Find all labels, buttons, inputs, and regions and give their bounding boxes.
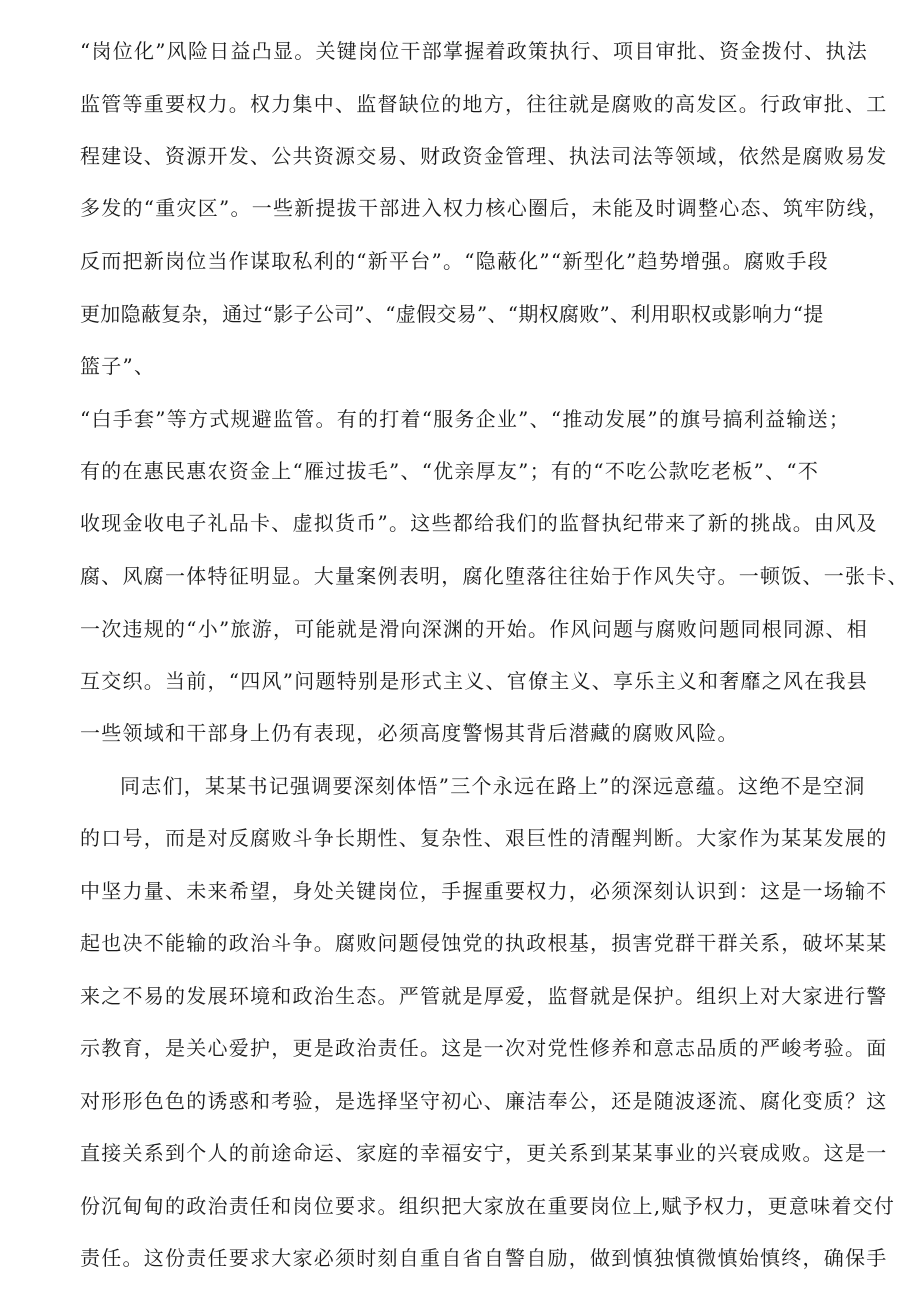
text-line: 份沉甸甸的政治责任和岗位要求。组织把大家放在重要岗位上,赋予权力，更意味着交付 bbox=[80, 1194, 896, 1218]
text-line: 互交织。当前，“四风”问题特别是形式主义、官僚主义、享乐主义和奢靡之风在我县 bbox=[80, 669, 868, 693]
text-line: 对形形色色的诱惑和考验，是选择坚守初心、廉洁奉公，还是随波逐流、腐化变质？这 bbox=[80, 1089, 888, 1113]
text-line: “白手套”等方式规避监管。有的打着“服务企业”、“推动发展”的旗号搞利益输送； bbox=[80, 407, 851, 431]
text-line: 程建设、资源开发、公共资源交易、财政资金管理、执法司法等领域，依然是腐败易发 bbox=[80, 144, 888, 168]
text-line: 一次违规的“小”旅游，可能就是滑向深渊的开始。作风问题与腐败问题同根同源、相 bbox=[80, 617, 868, 641]
text-line: 直接关系到个人的前途命运、家庭的幸福安宁，更关系到某某事业的兴衰成败。这是一 bbox=[80, 1141, 888, 1165]
text-line: 腐、风腐一体特征明显。大量案例表明，腐化堕落往往始于作风失守。一顿饭、一张卡、 bbox=[80, 564, 909, 588]
text-line: 一些领域和干部身上仍有表现，必须高度警惕其背后潜藏的腐败风险。 bbox=[80, 721, 739, 745]
text-line: 来之不易的发展环境和政治生态。严管就是厚爱，监督就是保护。组织上对大家进行警 bbox=[80, 984, 888, 1008]
paragraph-first-line: 同志们，某某书记强调要深刻体悟”三个永远在路上”的深远意蕴。这绝不是空洞 bbox=[120, 774, 866, 798]
text-line: 示教育，是关心爱护，更是政治责任。这是一次对党性修养和意志品质的严峻考验。面 bbox=[80, 1036, 888, 1060]
text-line: 更加隐蔽复杂，通过“影子公司”、“虚假交易”、“期权腐败”、利用职权或影响力“提 bbox=[80, 302, 824, 326]
text-line: 收现金收电子礼品卡、虚拟货币”。这些都给我们的监督执纪带来了新的挑战。由风及 bbox=[80, 511, 878, 535]
text-line: 中坚力量、未来希望，身处关键岗位，手握重要权力，必须深刻认识到：这是一场输不 bbox=[80, 879, 888, 903]
text-line: “岗位化”风险日益凸显。关键岗位干部掌握着政策执行、项目审批、资金拨付、执法 bbox=[80, 39, 868, 63]
text-line: 反而把新岗位当作谋取私利的“新平台”。“隐蔽化”“新型化”趋势增强。腐败手段 bbox=[80, 249, 829, 273]
text-line: 起也决不能输的政治斗争。腐败问题侵蚀党的执政根基，损害党群干群关系，破坏某某 bbox=[80, 931, 888, 955]
text-line: 篮子”、 bbox=[80, 354, 156, 378]
text-line: 有的在惠民惠农资金上“雁过拔毛”、“优亲厚友”；有的“不吃公款吃老板”、“不 bbox=[80, 459, 820, 483]
text-line: 的口号，而是对反腐败斗争长期性、复杂性、艰巨性的清醒判断。大家作为某某发展的 bbox=[80, 826, 888, 850]
text-line: 多发的“重灾区”。一些新提拔干部进入权力核心圈后，未能及时调整心态、筑牢防线， bbox=[80, 196, 890, 220]
text-line: 责任。这份责任要求大家必须时刻自重自省自警自励，做到慎独慎微慎始慎终，确保手 bbox=[80, 1246, 888, 1270]
text-line: 监管等重要权力。权力集中、监督缺位的地方，往往就是腐败的高发区。行政审批、工 bbox=[80, 92, 888, 116]
